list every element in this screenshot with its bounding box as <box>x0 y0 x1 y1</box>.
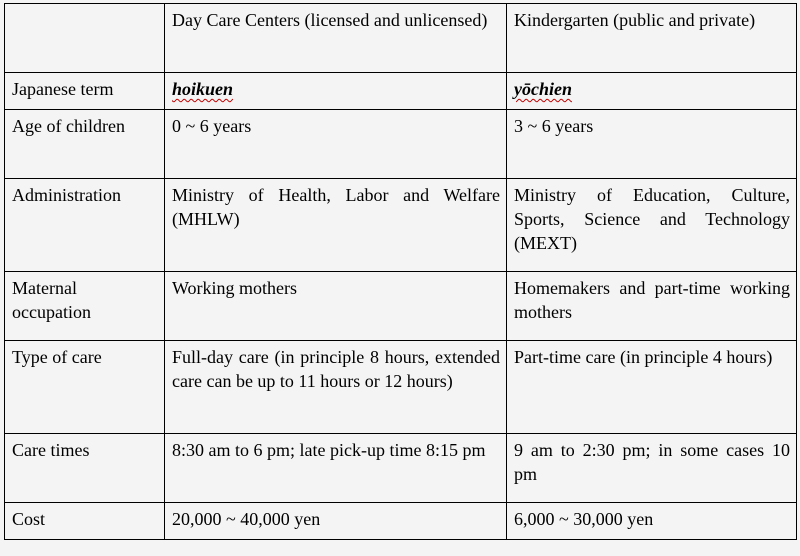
cell-kindergarten: Homemakers and part-time working mothers <box>507 272 797 341</box>
cell-day-care <box>165 73 507 110</box>
japanese-term: yōchien <box>514 79 572 99</box>
row-label: Maternal occupation <box>5 272 165 341</box>
cell-day-care: Full-day care (in principle 8 hours, extended care can be up to 11 hours or 12 hours) <box>165 341 507 434</box>
table-row <box>5 272 797 341</box>
table-row <box>5 110 797 179</box>
cell-kindergarten: 3 ~ 6 years <box>507 110 797 179</box>
cell-kindergarten: Part-time care (in principle 4 hours) <box>507 341 797 434</box>
cell-day-care: Working mothers <box>165 272 507 341</box>
table-row <box>5 503 797 540</box>
row-label: Care times <box>5 434 165 503</box>
comparison-table <box>4 3 797 540</box>
table-row <box>5 341 797 434</box>
row-label: Administration <box>5 179 165 272</box>
header-day-care: Day Care Centers (licensed and unlicensed) <box>165 4 507 73</box>
japanese-term: hoikuen <box>172 79 234 99</box>
table-row <box>5 179 797 272</box>
cell-kindergarten: 6,000 ~ 30,000 yen <box>507 503 797 540</box>
row-label: Cost <box>5 503 165 540</box>
cell-day-care: Ministry of Health, Labor and Welfare (MHLW) <box>165 179 507 272</box>
table-row <box>5 73 797 110</box>
row-label: Age of children <box>5 110 165 179</box>
table-row <box>5 434 797 503</box>
table-header-row <box>5 4 797 73</box>
cell-kindergarten: Ministry of Education, Culture, Sports, Science and Technology (MEXT) <box>507 179 797 272</box>
cell-day-care: 20,000 ~ 40,000 yen <box>165 503 507 540</box>
row-label: Type of care <box>5 341 165 434</box>
cell-day-care: 0 ~ 6 years <box>165 110 507 179</box>
cell-kindergarten <box>507 73 797 110</box>
cell-day-care: 8:30 am to 6 pm; late pick-up time 8:15 pm <box>165 434 507 503</box>
header-kindergarten: Kindergarten (public and private) <box>507 4 797 73</box>
row-label: Japanese term <box>5 73 165 110</box>
header-empty-cell <box>5 4 165 73</box>
cell-kindergarten: 9 am to 2:30 pm; in some cases 10 pm <box>507 434 797 503</box>
